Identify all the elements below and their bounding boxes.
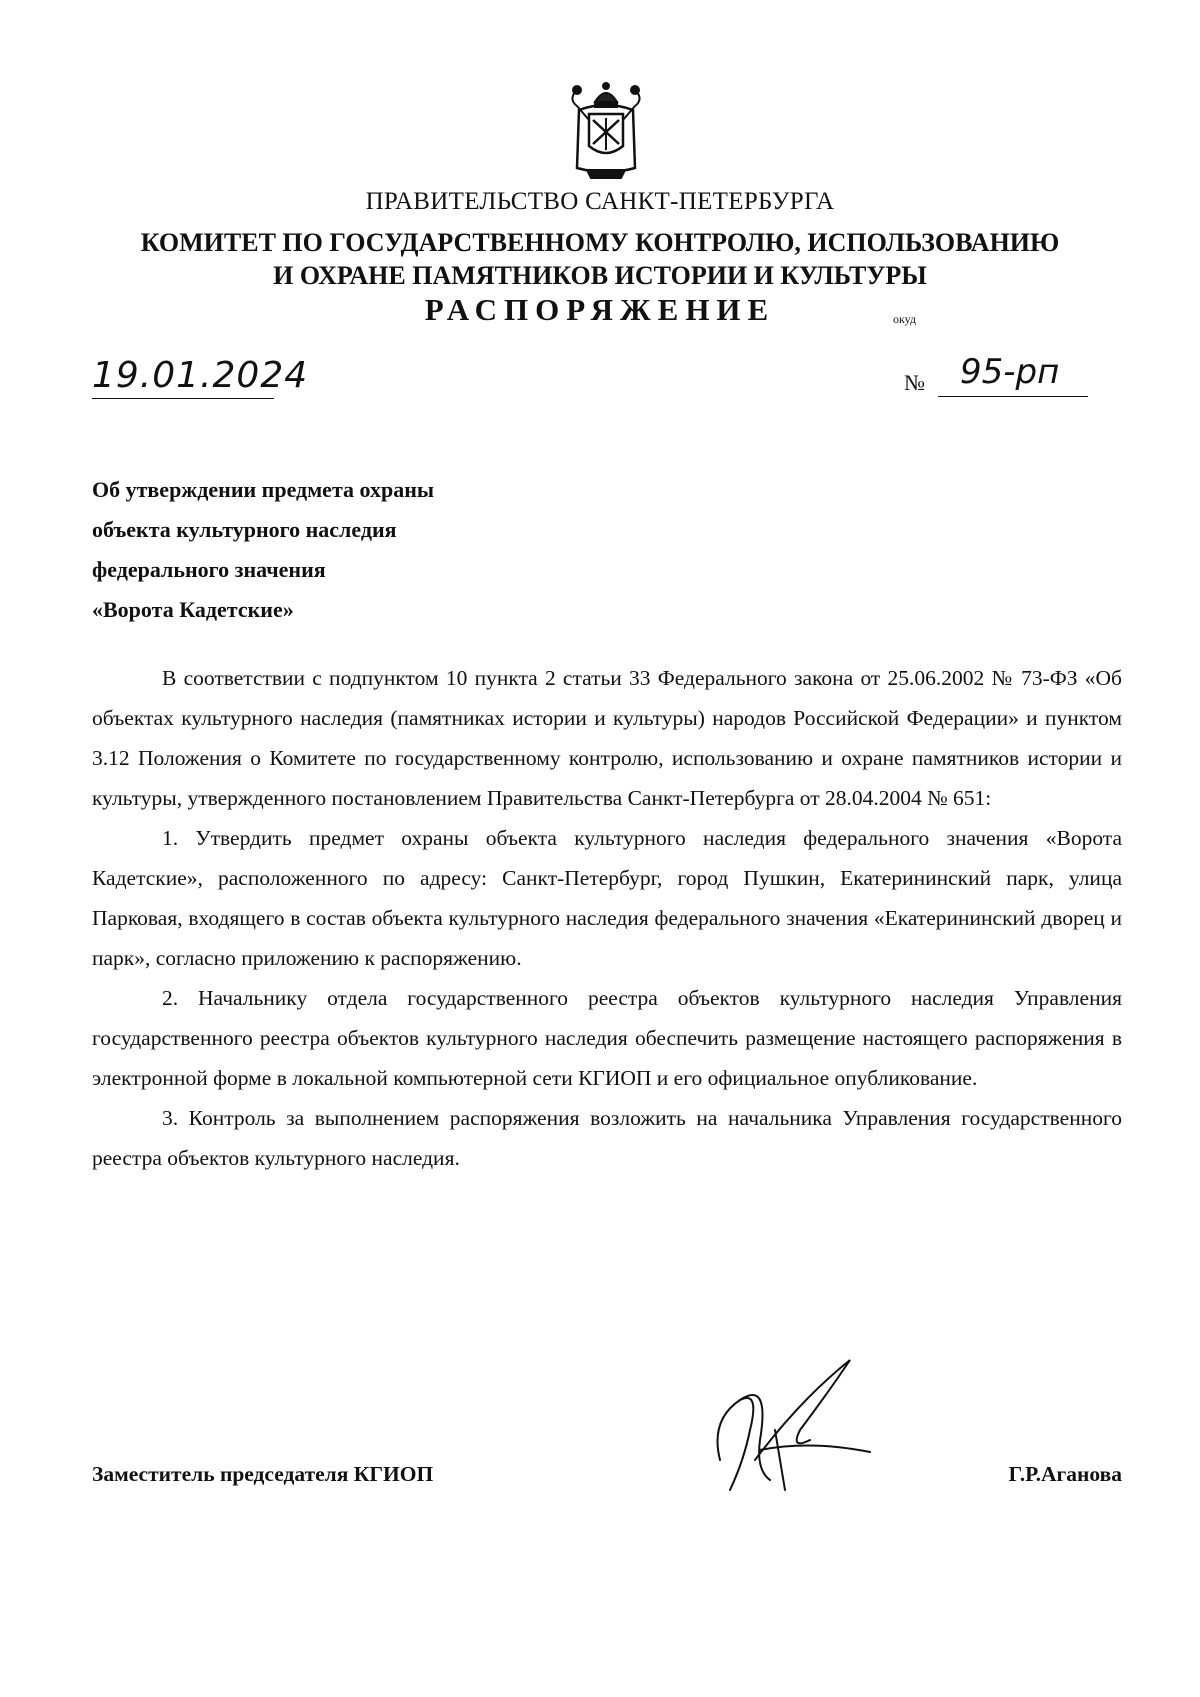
signer-name: Г.Р.Аганова — [1008, 1462, 1122, 1486]
order-body — [92, 658, 1122, 1178]
committee-title — [0, 226, 1200, 292]
order-item-1: 1. Утвердить предмет охраны объекта культурного наследия федерального значения «Ворота Кадетские», расположенного по адресу: Санкт-Петербург, город Пушкин, Екатерининский парк, улица Парковая, входящего в состав объекта культурного наследия федерального значения «Екатерининский дворец и парк», согласно приложению к распоряжению. — [92, 826, 1122, 970]
signature-block — [92, 1452, 1122, 1532]
order-subject — [92, 470, 434, 630]
committee-title-line1: КОМИТЕТ ПО ГОСУДАРСТВЕННОМУ КОНТРОЛЮ, ИСПОЛЬЗОВАНИЮ — [140, 228, 1060, 257]
signer-title: Заместитель председателя КГИОП — [92, 1462, 434, 1486]
committee-title-line2: И ОХРАНЕ ПАМЯТНИКОВ ИСТОРИИ И КУЛЬТУРЫ — [273, 261, 927, 290]
government-title: ПРАВИТЕЛЬСТВО САНКТ-ПЕТЕРБУРГА — [365, 188, 835, 215]
subject-line: объекта культурного наследия — [92, 517, 397, 542]
order-number: 95-рп — [938, 352, 1088, 397]
document-type-heading: РАСПОРЯЖЕНИЕ — [424, 292, 776, 327]
coat-of-arms-emblem — [565, 80, 647, 180]
order-item-3: 3. Контроль за выполнением распоряжения возложить на начальника Управления государственного реестра объектов культурного наследия. — [92, 1106, 1122, 1170]
subject-line: Об утверждении предмета охраны — [92, 477, 435, 502]
subject-line: федерального значения — [92, 557, 326, 582]
order-item-2: 2. Начальнику отдела государственного реестра объектов культурного наследия Управления государственного реестра объектов культурного наследия обеспечить размещение настоящего распоряжения в электронной форме в локальной компьютерной сети КГИОП и его официальное опубликование. — [92, 986, 1122, 1090]
order-date: 19.01.2024 — [92, 356, 274, 399]
subject-line: «Ворота Кадетские» — [92, 597, 294, 622]
okud-label: окуд — [893, 312, 917, 326]
preamble-paragraph: В соответствии с подпунктом 10 пункта 2 статьи 33 Федерального закона от 25.06.2002 № 73-ФЗ «Об объектах культурного наследия (памятниках истории и культуры) народов Российской Федерации» и пунктом 3.12 Положения о Комитете по государственному контролю, использованию и охране памятников истории и культуры, утвержденного постановлением Правительства Санкт-Петербурга от 28.04.2004 № 651: — [92, 666, 1122, 810]
order-number-label: № — [904, 370, 925, 395]
